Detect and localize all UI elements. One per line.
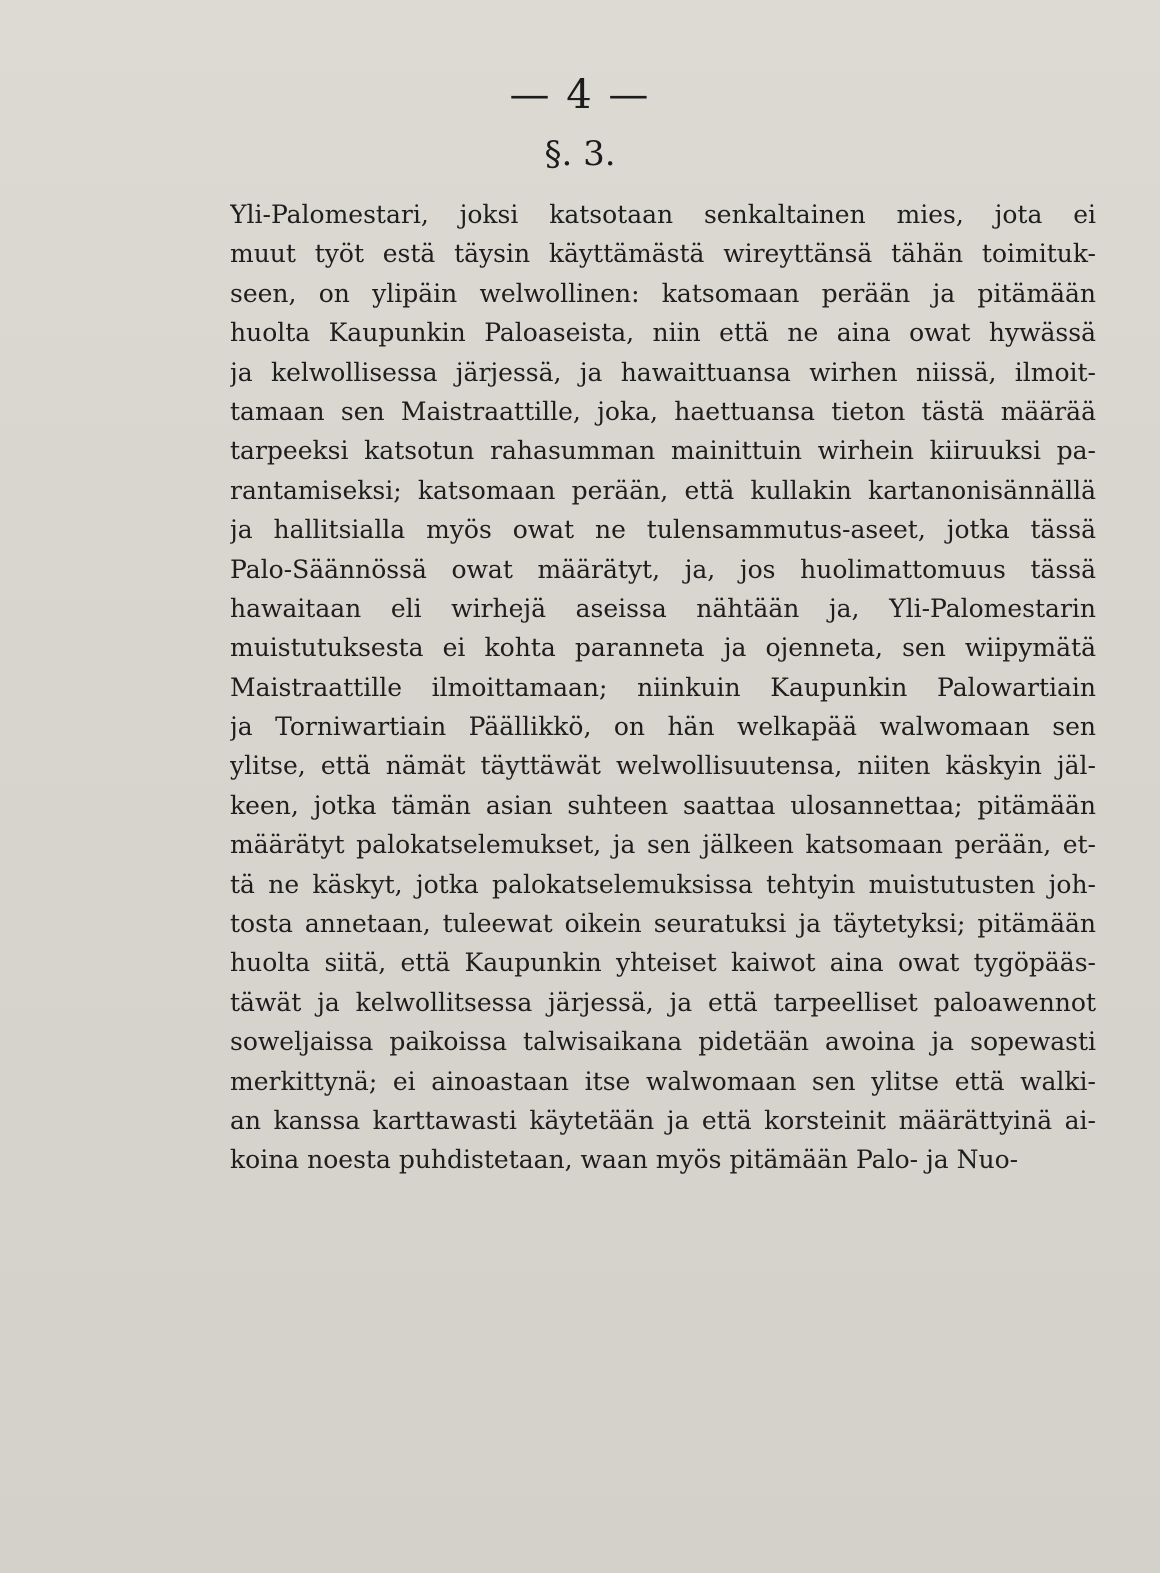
- text-line: huolta Kaupunkin Paloaseista, niin että ne aina owat hywässä: [230, 318, 1096, 348]
- text-line: Palo-Säännössä owat määrätyt, ja, jos huolimattomuus tässä: [230, 554, 1096, 584]
- text-line: Maistraattille ilmoittamaan; niinkuin Kaupunkin Palowartiain: [230, 672, 1096, 702]
- text-line: täwät ja kelwollitsessa järjessä, ja että tarpeelliset paloawennot: [230, 987, 1096, 1017]
- text-line: keen, jotka tämän asian suhteen saattaa ulosannettaa; pitämään: [230, 790, 1096, 820]
- text-line: huolta siitä, että Kaupunkin yhteiset kaiwot aina owat tygöpääs-: [230, 948, 1096, 978]
- text-line: rantamiseksi; katsomaan perään, että kullakin kartanonisännällä: [230, 475, 1096, 505]
- text-line: soweljaissa paikoissa talwisaikana pidetään awoina ja sopewasti: [230, 1027, 1096, 1057]
- text-line: muut työt estä täysin käyttämästä wireyttänsä tähän toimituk-: [230, 239, 1096, 269]
- text-line: tarpeeksi katsotun rahasumman mainittuin wirhein kiiruuksi pa-: [230, 436, 1096, 466]
- text-line: tosta annetaan, tuleewat oikein seuratuksi ja täytetyksi; pitämään: [230, 909, 1096, 939]
- text-line: seen, on ylipäin welwollinen: katsomaan perään ja pitämään: [230, 278, 1096, 308]
- text-line: tamaan sen Maistraattille, joka, haettuansa tieton tästä määrää: [230, 396, 1096, 426]
- text-line: hawaitaan eli wirhejä aseissa nähtään ja, Yli-Palomestarin: [230, 593, 1096, 623]
- section-heading: §. 3.: [544, 134, 616, 174]
- text-line: koina noesta puhdistetaan, waan myös pitämään Palo- ja Nuo-: [230, 1145, 1019, 1175]
- text-line: ja kelwollisessa järjessä, ja hawaittuansa wirhen niissä, ilmoit-: [230, 357, 1096, 387]
- text-line: an kanssa karttawasti käytetään ja että korsteinit määrättyinä ai-: [230, 1105, 1096, 1135]
- text-line: tä ne käskyt, jotka palokatselemuksissa tehtyin muistutusten joh-: [230, 869, 1096, 899]
- body-paragraph: [230, 195, 1096, 1180]
- text-line: ja hallitsialla myös owat ne tulensammutus-aseet, jotka tässä: [230, 515, 1096, 545]
- text-line: ylitse, että nämät täyttäwät welwollisuutensa, niiten käskyin jäl-: [230, 751, 1096, 781]
- text-line: ja Torniwartiain Päällikkö, on hän welkapää walwomaan sen: [230, 712, 1096, 742]
- text-line: muistutuksesta ei kohta paranneta ja ojenneta, sen wiipymätä: [230, 633, 1096, 663]
- page-number: — 4 —: [509, 72, 651, 118]
- text-line: merkittynä; ei ainoastaan itse walwomaan sen ylitse että walki-: [230, 1066, 1096, 1096]
- text-line: Yli-Palomestari, joksi katsotaan senkaltainen mies, jota ei: [230, 200, 1096, 229]
- text-line: määrätyt palokatselemukset, ja sen jälkeen katsomaan perään, et-: [230, 830, 1096, 860]
